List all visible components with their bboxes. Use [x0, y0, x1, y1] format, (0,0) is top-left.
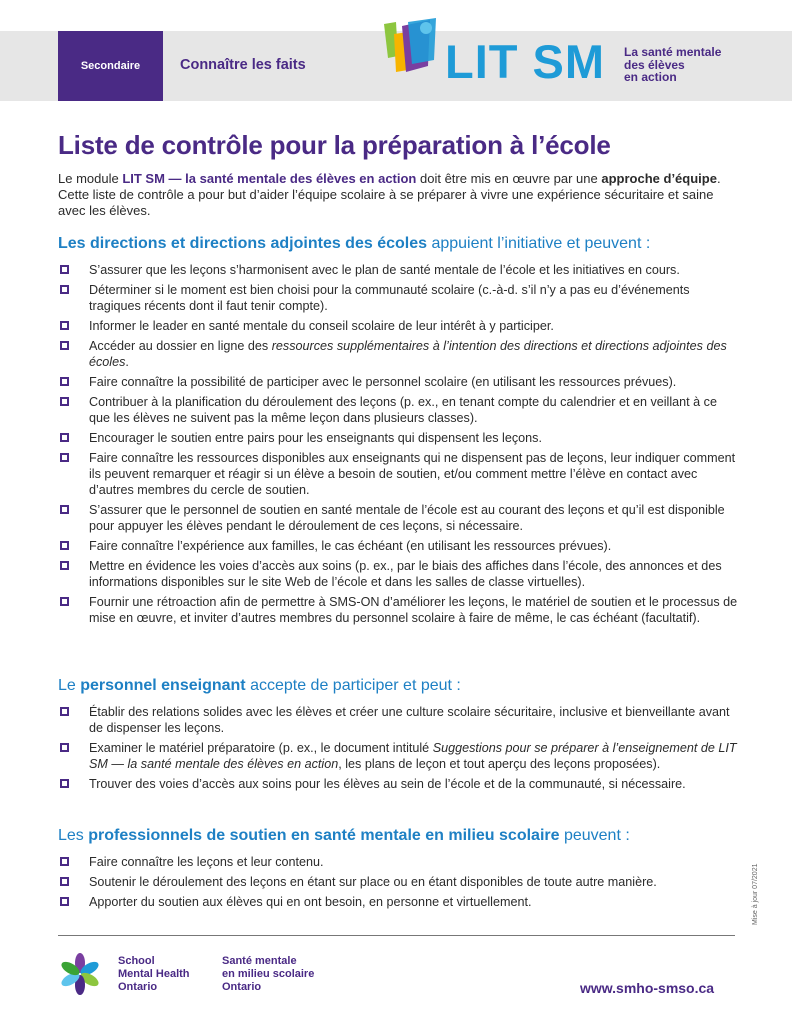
smho-logo-icon	[58, 952, 102, 996]
org-name-french: Santé mentale en milieu scolaire Ontario	[222, 955, 315, 993]
list-item: S’assurer que le personnel de soutien en santé mentale de l’école est au courant des leçons et qu’il est disponible pour appuyer les élèves pendant le déroulement de ces leçons, si nécessaire.	[58, 502, 738, 534]
checklist-teachers	[58, 704, 738, 796]
list-item: Examiner le matériel préparatoire (p. ex., le document intitulé Suggestions pour se préparer à l’enseignement de LIT SM — la santé mentale des élèves en action, les plans de leçon et tout aperçu des leçons proposées).	[58, 740, 738, 772]
checkbox-icon[interactable]	[60, 433, 69, 442]
checkbox-icon[interactable]	[60, 541, 69, 550]
section-heading-directions: Les directions et directions adjointes des écoles appuient l’initiative et peuvent :	[58, 235, 651, 252]
list-item: Trouver des voies d’accès aux soins pour les élèves au sein de l’école et de la communauté, si nécessaire.	[58, 776, 738, 792]
checkbox-icon[interactable]	[60, 377, 69, 386]
checkbox-icon[interactable]	[60, 897, 69, 906]
list-item: Fournir une rétroaction afin de permettre à SMS-ON d’améliorer les leçons, le matériel de soutien et le processus de mise en œuvre, et inviter d’autres membres du personnel scolaire à faire de même, le cas échéant (facultatif).	[58, 594, 738, 626]
section-title: Connaître les faits	[180, 57, 306, 73]
level-tag: Secondaire	[58, 31, 163, 101]
checkbox-icon[interactable]	[60, 321, 69, 330]
checkbox-icon[interactable]	[60, 707, 69, 716]
checkbox-icon[interactable]	[60, 265, 69, 274]
list-item: Mettre en évidence les voies d’accès aux soins (p. ex., par le biais des affiches dans l’école, des annonces et des informations disponibles sur le site Web de l’école et dans les salles de classe virtuelles).	[58, 558, 738, 590]
list-item: Informer le leader en santé mentale du conseil scolaire de leur intérêt à y participer.	[58, 318, 738, 334]
list-item: Apporter du soutien aux élèves qui en ont besoin, en personne et virtuellement.	[58, 894, 738, 910]
list-item: Établir des relations solides avec les élèves et créer une culture scolaire sécuritaire, inclusive et bienveillante avant de dispenser les leçons.	[58, 704, 738, 736]
list-item: S’assurer que les leçons s’harmonisent avec le plan de santé mentale de l’école et les initiatives en cours.	[58, 262, 738, 278]
website-link[interactable]: www.smho-smso.ca	[580, 980, 715, 996]
checkbox-icon[interactable]	[60, 285, 69, 294]
checkbox-icon[interactable]	[60, 597, 69, 606]
list-item: Faire connaître les leçons et leur contenu.	[58, 854, 738, 870]
page-title: Liste de contrôle pour la préparation à l’école	[58, 130, 611, 160]
list-item: Encourager le soutien entre pairs pour les enseignants qui dispensent les leçons.	[58, 430, 738, 446]
checkbox-icon[interactable]	[60, 397, 69, 406]
list-item: Soutenir le déroulement des leçons en étant sur place ou en étant disponibles de toute autre manière.	[58, 874, 738, 890]
checklist-professionals	[58, 854, 738, 914]
logo-tagline: La santé mentale des élèves en action	[624, 45, 722, 84]
list-item: Déterminer si le moment est bien choisi pour la communauté scolaire (c.-à-d. s’il n’y a pas eu d’événements tragiques récents dont il faut tenir compte).	[58, 282, 738, 314]
checkbox-icon[interactable]	[60, 505, 69, 514]
list-item: Faire connaître la possibilité de participer avec le personnel scolaire (en utilisant les ressources prévues).	[58, 374, 738, 390]
checklist-directions	[58, 262, 738, 630]
section-heading-professionals: Les professionnels de soutien en santé mentale en milieu scolaire peuvent :	[58, 827, 630, 844]
checkbox-icon[interactable]	[60, 743, 69, 752]
checkbox-icon[interactable]	[60, 453, 69, 462]
checkbox-icon[interactable]	[60, 877, 69, 886]
section-heading-teachers: Le personnel enseignant accepte de participer et peut :	[58, 677, 461, 694]
org-name-english: School Mental Health Ontario	[118, 955, 190, 993]
checkbox-icon[interactable]	[60, 779, 69, 788]
checkbox-icon[interactable]	[60, 857, 69, 866]
list-item: Contribuer à la planification du déroulement des leçons (p. ex., en tenant compte du calendrier et en veillant à ce que les élèves ne suivent pas la même leçon dans plusieurs classes).	[58, 394, 738, 426]
list-item: Faire connaître les ressources disponibles aux enseignants qui ne dispensent pas de leçons, leur indiquer comment ils peuvent remarquer et réagir si un élève a besoin de soutien, et/ou comment mettre l’élève en contact avec d’autres membres du cercle de soutien.	[58, 450, 738, 498]
checkbox-icon[interactable]	[60, 341, 69, 350]
footer-divider	[58, 935, 735, 936]
lit-sm-logo-icon	[382, 16, 442, 74]
logo-wordmark: LIT SM	[445, 35, 606, 88]
checkbox-icon[interactable]	[60, 561, 69, 570]
list-item: Faire connaître l’expérience aux familles, le cas échéant (en utilisant les ressources prévues).	[58, 538, 738, 554]
intro-paragraph: Le module LIT SM — la santé mentale des élèves en action doit être mis en œuvre par une approche d’équipe. Cette liste de contrôle a pour but d’aider l’équipe scolaire à se préparer à vivre une expérience sécuritaire et saine avec les élèves.	[58, 171, 721, 218]
list-item: Accéder au dossier en ligne des ressources supplémentaires à l’intention des directions et directions adjointes des écoles.	[58, 338, 738, 370]
update-date: Mise à jour 07/2021	[752, 863, 759, 925]
